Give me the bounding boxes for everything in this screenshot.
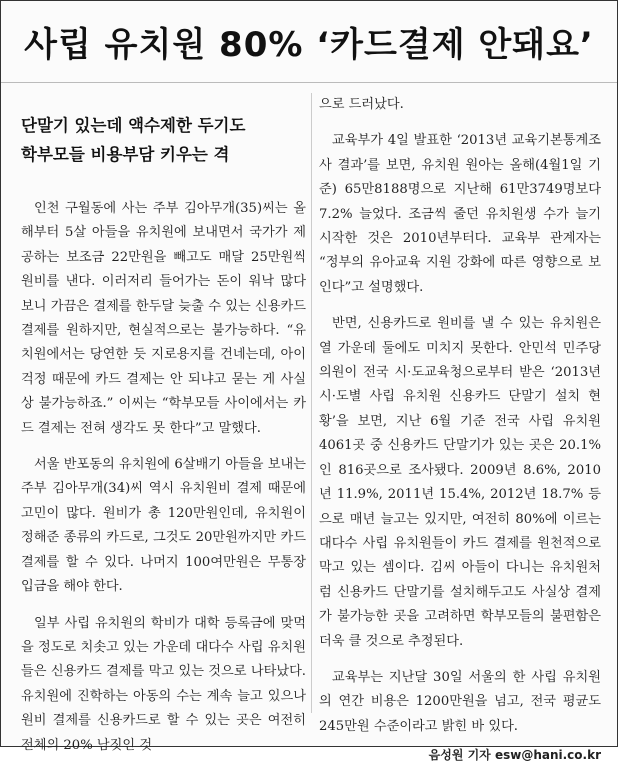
paragraph: 교육부는 지난달 30일 서울의 한 사립 유치원의 연간 비용은 1200만원을 넘고, 전국 평균도 245만원 수준이라고 밝힌 바 있다. — [319, 669, 601, 734]
byline: 음성원 기자 esw@hani.co.kr — [428, 748, 601, 763]
subhead-line-1: 단말기 있는데 액수제한 두기도 — [21, 116, 246, 135]
paragraph: 일부 사립 유치원의 학비가 대학 등록금에 맞먹을 정도로 치솟고 있는 가운데 대다수 사립 유치원들은 신용카드 결제를 막고 있는 것으로 나타났다. 유치원에 진학하는 아동의 수는 계속 늘고 있으나 원비 결제를 신용카드로 할 수 있는 곳은 여전히 전체의 20% 남짓인 것 — [21, 615, 306, 753]
paragraph: 교육부가 4일 발표한 ‘2013년 교육기본통계조사 결과’를 보면, 유치원 원아는 올해(4월1일 기준) 65만8188명으로 지난해 61만3749명보다 7.2% 늘었다. 조금씩 줄던 유치원생 수가 늘기 시작한 것은 2010년부터다. 교육부 관계자는 “정부의 유아교육 지원 강화에 따른 영향으로 보인다”고 설명했다. — [319, 133, 601, 295]
paragraph: 인천 구월동에 사는 주부 김아무개(35)씨는 올해부터 5살 아들을 유치원에 보내면서 국가가 제공하는 보조금 22만원을 빼고도 매달 25만원씩 원비를 낸다. 이러저리 들어가는 돈이 워낙 많다 보니 가끔은 결제를 한두달 늦출 수 있는 신용카드 결제를 원하지만, 현실적으로는 불가능하다. “유치원에서는 당연한 듯 지로용지를 건네는데, 아이 걱정 때문에 카드 결제는 안 되냐고 묻는 게 사실상 불가능하죠.” 이씨는 “학부모들 사이에서는 카드 결제는 전혀 생각도 못 한다”고 말했다. — [21, 201, 306, 436]
right-column — [319, 93, 601, 768]
left-column — [21, 93, 306, 758]
paragraph-continuation: 으로 드러났다. — [319, 97, 404, 112]
subhead — [21, 111, 306, 169]
paragraph: 서울 반포동의 유치원에 6살배기 아들을 보내는 주부 김아무개(34)씨 역시 유치원비 결제 때문에 고민이 많다. 원비가 총 120만원인데, 유치원이 정해준 종류의 카드로, 그것도 20만원까지만 카드 결제를 할 수 있다. 나머지 100여만원은 무통장 입금을 해야 한다. — [21, 457, 306, 595]
subhead-line-2: 학부모들 비용부담 키우는 격 — [21, 145, 230, 164]
headline: 사립 유치원 80% ‘카드결제 안돼요’ — [1, 1, 617, 83]
column-divider — [311, 93, 312, 713]
paragraph: 반면, 신용카드로 원비를 낼 수 있는 유치원은 열 가운데 둘에도 미치지 못한다. 안민석 민주당 의원이 전국 시·도교육청으로부터 받은 ‘2013년 시·도별 사립 유치원 신용카드 단말기 설치 현황’을 보면, 지난 6월 기준 전국 사립 유치원 4061곳 중 신용카드 단말기가 있는 곳은 20.1%인 816곳으로 조사됐다. 2009년 8.6%, 2010년 11.9%, 2011년 15.4%, 2012년 18.7% 등으로 매년 늘고는 있지만, 여전히 80%에 이르는 대다수 사립 유치원들이 카드 결제를 원천적으로 막고 있는 셈이다. 김씨 아들이 다니는 유치원처럼 신용카드 단말기를 설치해두고도 사실상 결제가 불가능한 곳을 고려하면 학부모들의 불편함은 더욱 클 것으로 추정된다. — [319, 316, 601, 649]
